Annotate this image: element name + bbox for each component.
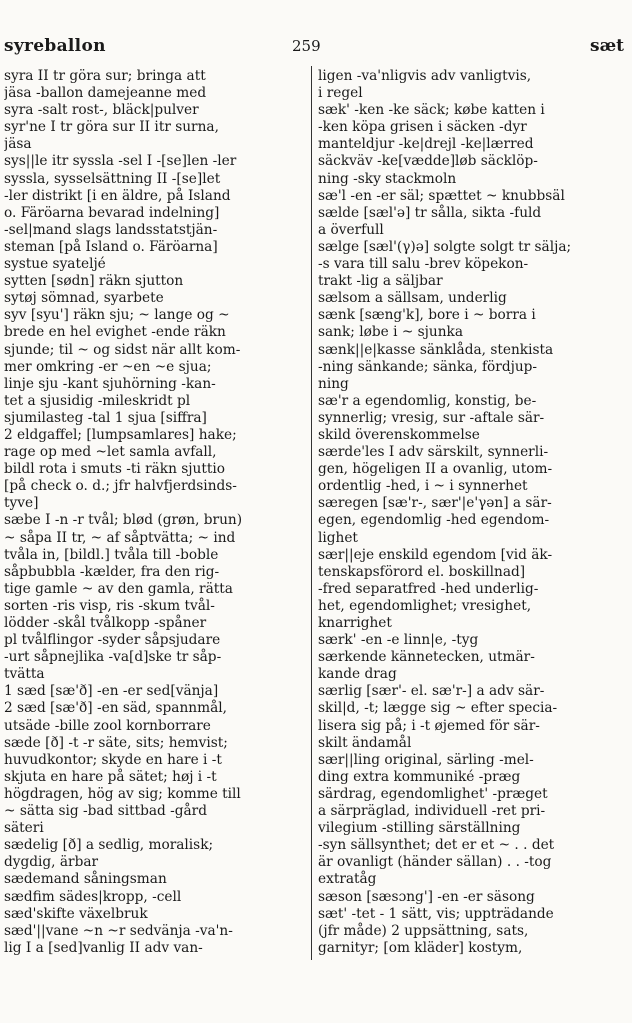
dictionary-line [318, 410, 628, 427]
right-column [318, 68, 628, 957]
dictionary-line [4, 940, 306, 957]
dictionary-line [318, 803, 628, 820]
dictionary-line [318, 239, 628, 256]
dictionary-line [318, 735, 628, 752]
dictionary-line-text: tenskapsförord el. boskillnad] [318, 563, 526, 580]
dictionary-line [318, 923, 628, 940]
dictionary-line-text: sæbe I -n -r tvål; blød (grøn, brun) [4, 512, 243, 529]
dictionary-line [4, 324, 306, 341]
header-first-entry: syreballon [4, 36, 106, 56]
dictionary-line [4, 222, 306, 239]
dictionary-line [318, 102, 628, 119]
dictionary-line [318, 290, 628, 307]
dictionary-line [4, 273, 306, 290]
dictionary-line [318, 307, 628, 324]
dictionary-line [4, 769, 306, 786]
dictionary-line [318, 495, 628, 512]
dictionary-line [4, 205, 306, 222]
dictionary-line [318, 85, 628, 102]
dictionary-line-text: [på check o. d.; jfr halvfjerdsinds- [4, 478, 237, 495]
left-column [4, 68, 306, 957]
dictionary-line [4, 376, 306, 393]
dictionary-line [318, 256, 628, 273]
dictionary-line [4, 153, 306, 170]
dictionary-line-text: linje sju -kant sjuhörning -kan- [4, 375, 216, 392]
dictionary-line [318, 273, 628, 290]
dictionary-line-text: tvätta [4, 666, 45, 683]
dictionary-line [4, 718, 306, 735]
dictionary-line-text: manteldjur -ke|drejl -ke|lærred [318, 136, 534, 153]
dictionary-line-text: sær||eje enskild egendom [vid äk- [318, 546, 553, 563]
dictionary-line-text: het, egendomlighet; vresighet, [318, 597, 532, 614]
dictionary-line [318, 68, 628, 85]
dictionary-line-text: sank; løbe i ~ sjunka [318, 324, 463, 341]
dictionary-line [4, 598, 306, 615]
dictionary-line-text: syr'ne I tr göra sur II itr surna, [4, 119, 219, 136]
dictionary-line-text: sytten [sødn] räkn sjutton [4, 273, 184, 290]
dictionary-line-text: -fred separatfred -hed underlig- [318, 580, 539, 597]
dictionary-line [318, 889, 628, 906]
dictionary-line-text: särdrag, egendomlighet' -præget [318, 785, 548, 802]
dictionary-line [318, 393, 628, 410]
dictionary-line-text: säteri [4, 820, 44, 837]
dictionary-line [318, 359, 628, 376]
dictionary-line-text: -ning sänkande; sänka, fördjup- [318, 358, 538, 375]
dictionary-line-text: skilt ändamål [318, 734, 412, 751]
dictionary-line-text: 2 eldgaffel; [lumpsamlares] hake; [4, 426, 237, 443]
dictionary-line [318, 666, 628, 683]
dictionary-line-text: 2 sæd [sæ'ð] -en säd, spannmål, [4, 700, 227, 717]
dictionary-line [4, 837, 306, 854]
dictionary-line [4, 85, 306, 102]
dictionary-line [4, 393, 306, 410]
dictionary-line [4, 581, 306, 598]
dictionary-line-text: sæ'r a egendomlig, konstig, be- [318, 392, 537, 409]
dictionary-line-text: sæ'l -en -er säl; spættet ~ knubbsäl [318, 187, 565, 204]
dictionary-line-text: jäsa -ballon damejeanne med [4, 85, 207, 102]
dictionary-line-text: ning [318, 375, 349, 392]
dictionary-line [318, 752, 628, 769]
dictionary-line [318, 171, 628, 188]
dictionary-line [4, 342, 306, 359]
dictionary-line-text: högdragen, hög av sig; komme till [4, 785, 241, 802]
dictionary-line [318, 188, 628, 205]
dictionary-line [318, 615, 628, 632]
dictionary-line [4, 444, 306, 461]
dictionary-line [318, 700, 628, 717]
dictionary-line [318, 769, 628, 786]
dictionary-line-text: -ken köpa grisen i säcken -dyr [318, 119, 527, 136]
dictionary-line-text: vilegium -stilling särställning [318, 820, 521, 837]
dictionary-line-text: är ovanligt (händer sällan) . . -tog [318, 854, 552, 871]
dictionary-line-text: säckväv -ke[vædde]løb säcklöp- [318, 153, 538, 170]
dictionary-line-text: syssla, sysselsättning II -[se]let [4, 170, 221, 187]
dictionary-line [318, 222, 628, 239]
dictionary-line [4, 478, 306, 495]
dictionary-line-text: gen, högeligen II a ovanlig, utom- [318, 461, 553, 478]
dictionary-line [4, 307, 306, 324]
dictionary-line [318, 598, 628, 615]
dictionary-line-text: extratåg [318, 871, 377, 888]
dictionary-line-text: skil|d, -t; lægge sig ~ efter specia- [318, 700, 558, 717]
dictionary-line-text: sjunde; til ~ og sidst när allt kom- [4, 341, 241, 358]
dictionary-line-text: synnerlig; vresig, sur -aftale sär- [318, 409, 545, 426]
dictionary-line [318, 324, 628, 341]
dictionary-line-text: særegen [sæ'r-, sær'|e'γən] a sär- [318, 495, 552, 512]
dictionary-line-text: 1 sæd [sæ'ð] -en -er sed[vänja] [4, 683, 219, 700]
dictionary-line [318, 649, 628, 666]
dictionary-line-text: lighet [318, 529, 358, 546]
dictionary-line [4, 359, 306, 376]
header-last-entry: sæt [590, 36, 624, 56]
dictionary-line [4, 119, 306, 136]
dictionary-line [4, 854, 306, 871]
dictionary-line [4, 547, 306, 564]
dictionary-line-text: sytøj sömnad, syarbete [4, 290, 164, 307]
dictionary-line-text: lig I a [sed]vanlig II adv van- [4, 939, 203, 956]
dictionary-line [4, 410, 306, 427]
dictionary-line-text: sorten -ris visp, ris -skum tvål- [4, 597, 215, 614]
dictionary-line-text: sænk||e|kasse sänklåda, stenkista [318, 341, 554, 358]
dictionary-line-text: jäsa [4, 136, 32, 153]
dictionary-line [318, 461, 628, 478]
dictionary-line [318, 871, 628, 888]
dictionary-line-text: særde'les I adv särskilt, synnerli- [318, 444, 549, 461]
dictionary-line-text: sædelig [ð] a sedlig, moralisk; [4, 837, 214, 854]
dictionary-line [4, 735, 306, 752]
dictionary-line-text: ning -sky stackmoln [318, 170, 457, 187]
dictionary-line-text: sæt' -tet - 1 sätt, vis; uppträdande [318, 905, 554, 922]
dictionary-line-text: tige gamle ~ av den gamla, rätta [4, 580, 233, 597]
dictionary-line-text: -syn sällsynthet; det er et ~ . . det [318, 837, 555, 854]
dictionary-line-text: sædemand såningsman [4, 871, 167, 888]
dictionary-line-text: skild överenskommelse [318, 426, 480, 443]
dictionary-line [318, 342, 628, 359]
dictionary-line [318, 512, 628, 529]
dictionary-line-text: såpbubbla -kælder, fra den rig- [4, 563, 220, 580]
dictionary-line [4, 820, 306, 837]
dictionary-line-text: syra -salt rost-, bläck|pulver [4, 102, 199, 119]
dictionary-line-text: a särpräglad, individuell -ret pri- [318, 803, 546, 820]
dictionary-line-text: ding extra kommuniké -præg [318, 768, 521, 785]
dictionary-line-text: ~ såpa II tr, ~ af såptvätta; ~ ind [4, 529, 236, 546]
dictionary-line [4, 666, 306, 683]
dictionary-line [4, 256, 306, 273]
dictionary-line [318, 427, 628, 444]
dictionary-line [4, 68, 306, 85]
column-divider [311, 66, 312, 960]
dictionary-line-text: tet a sjusidig -mileskridt pl [4, 392, 191, 409]
dictionary-line [4, 683, 306, 700]
dictionary-line [4, 871, 306, 888]
dictionary-line [318, 547, 628, 564]
dictionary-line [318, 683, 628, 700]
dictionary-line-text: a överfull [318, 221, 384, 238]
dictionary-line-text: rage op med ~let samla avfall, [4, 444, 217, 461]
dictionary-line [318, 906, 628, 923]
dictionary-line-text: (jfr måde) 2 uppsättning, sats, [318, 922, 529, 939]
dictionary-line [4, 615, 306, 632]
dictionary-line [4, 102, 306, 119]
dictionary-line-text: trakt -lig a säljbar [318, 273, 443, 290]
dictionary-line-text: lisera sig på; i -t øjemed för sär- [318, 717, 540, 734]
dictionary-line [4, 889, 306, 906]
dictionary-line [4, 427, 306, 444]
dictionary-line [318, 632, 628, 649]
dictionary-line [4, 700, 306, 717]
dictionary-line-text: sys||le itr syssla -sel I -[se]len -ler [4, 153, 237, 170]
dictionary-line-text: sædfim sädes|kropp, -cell [4, 888, 182, 905]
dictionary-line [4, 649, 306, 666]
dictionary-line-text: sælde [sæl'ə] tr sålla, sikta -fuld [318, 204, 542, 221]
page-number: 259 [292, 37, 321, 55]
dictionary-line-text: særk' -en -e linn|e, -tyg [318, 632, 479, 649]
dictionary-line [318, 153, 628, 170]
dictionary-line-text: ordentlig -hed, i ~ i synnerhet [318, 478, 528, 495]
dictionary-line [4, 290, 306, 307]
dictionary-line-text: tyve] [4, 495, 39, 512]
dictionary-line [318, 564, 628, 581]
dictionary-line [4, 239, 306, 256]
dictionary-line [4, 512, 306, 529]
dictionary-line [318, 940, 628, 957]
dictionary-line [4, 906, 306, 923]
dictionary-line-text: pl tvålflingor -syder såpsjudare [4, 632, 221, 649]
dictionary-line-text: skjuta en hare på sätet; høj i -t [4, 768, 217, 785]
dictionary-line-text: bildl rota i smuts -ti räkn sjuttio [4, 461, 225, 478]
dictionary-line-text: brede en hel evighet -ende räkn [4, 324, 226, 341]
dictionary-line [4, 136, 306, 153]
dictionary-line-text: syra II tr göra sur; bringa att [4, 68, 206, 84]
dictionary-line-text: mer omkring -er ~en ~e sjua; [4, 358, 212, 375]
dictionary-line [318, 786, 628, 803]
dictionary-line-text: sælge [sæl'(γ)ə] solgte solgt tr sälja; [318, 238, 572, 255]
dictionary-line-text: i regel [318, 85, 363, 102]
dictionary-line-text: tvåla in, [bildl.] tvåla till -boble [4, 546, 219, 563]
dictionary-line [318, 530, 628, 547]
dictionary-line-text: kande drag [318, 666, 397, 683]
dictionary-line [4, 461, 306, 478]
dictionary-line [4, 803, 306, 820]
dictionary-line-text: sæd'skifte växelbruk [4, 905, 148, 922]
dictionary-line-text: syv [syu'] räkn sju; ~ lange og ~ [4, 307, 230, 324]
dictionary-line-text: sær||ling original, särling -mel- [318, 751, 534, 768]
dictionary-line-text: sjumilasteg -tal 1 sjua [siffra] [4, 409, 207, 426]
dictionary-line [4, 188, 306, 205]
dictionary-line-text: garnityr; [om kläder] kostym, [318, 939, 523, 956]
dictionary-line-text: ligen -va'nligvis adv vanligtvis, [318, 68, 532, 84]
dictionary-line-text: knarrighet [318, 615, 392, 631]
dictionary-line [318, 119, 628, 136]
dictionary-line-text: steman [på Island o. Färöarna] [4, 238, 218, 255]
dictionary-line-text: -s vara till salu -brev köpekon- [318, 256, 529, 273]
dictionary-line [4, 564, 306, 581]
dictionary-line-text: dygdig, ärbar [4, 854, 99, 871]
dictionary-line [318, 205, 628, 222]
dictionary-line-text: o. Färöarna bevarad indelning] [4, 204, 220, 221]
dictionary-line [318, 581, 628, 598]
dictionary-line-text: sænk [sæng'k], bore i ~ borra i [318, 307, 536, 324]
dictionary-line-text: -urt såpnejlika -va[d]ske tr såp- [4, 649, 222, 666]
dictionary-line-text: lödder -skål tvålkopp -spåner [4, 615, 207, 631]
dictionary-line-text: systue syateljé [4, 256, 106, 273]
dictionary-line [4, 530, 306, 547]
dictionary-line [318, 136, 628, 153]
dictionary-line [4, 786, 306, 803]
dictionary-line [318, 376, 628, 393]
dictionary-line-text: sælsom a sällsam, underlig [318, 290, 507, 307]
dictionary-line [318, 837, 628, 854]
dictionary-line-text: sæson [sæsɔng'] -en -er säsong [318, 888, 535, 905]
dictionary-line-text: -ler distrikt [i en äldre, på Island [4, 187, 231, 204]
dictionary-line [4, 171, 306, 188]
dictionary-line [318, 444, 628, 461]
dictionary-line [4, 752, 306, 769]
running-header [4, 36, 628, 60]
dictionary-line [318, 854, 628, 871]
dictionary-line [318, 820, 628, 837]
dictionary-line [318, 718, 628, 735]
dictionary-line-text: sæde [ð] -t -r säte, sits; hemvist; [4, 734, 228, 751]
dictionary-line [4, 923, 306, 940]
dictionary-line-text: huvudkontor; skyde en hare i -t [4, 751, 222, 768]
dictionary-line-text: egen, egendomlig -hed egendom- [318, 512, 550, 529]
dictionary-line [4, 632, 306, 649]
dictionary-line-text: ~ sätta sig -bad sittbad -gård [4, 803, 207, 820]
dictionary-line-text: sæk' -ken -ke säck; købe katten i [318, 102, 545, 119]
dictionary-line-text: utsäde -bille zool kornborrare [4, 717, 211, 734]
dictionary-line-text: sæd'||vane ~n ~r sedvänja -va'n- [4, 922, 233, 939]
dictionary-line-text: særkende kännetecken, utmär- [318, 649, 535, 666]
dictionary-line-text: særlig [sær'- el. sæ'r-] a adv sär- [318, 683, 545, 700]
dictionary-line [4, 495, 306, 512]
dictionary-line-text: -sel|mand slags landsstatstjän- [4, 221, 218, 238]
dictionary-line [318, 478, 628, 495]
